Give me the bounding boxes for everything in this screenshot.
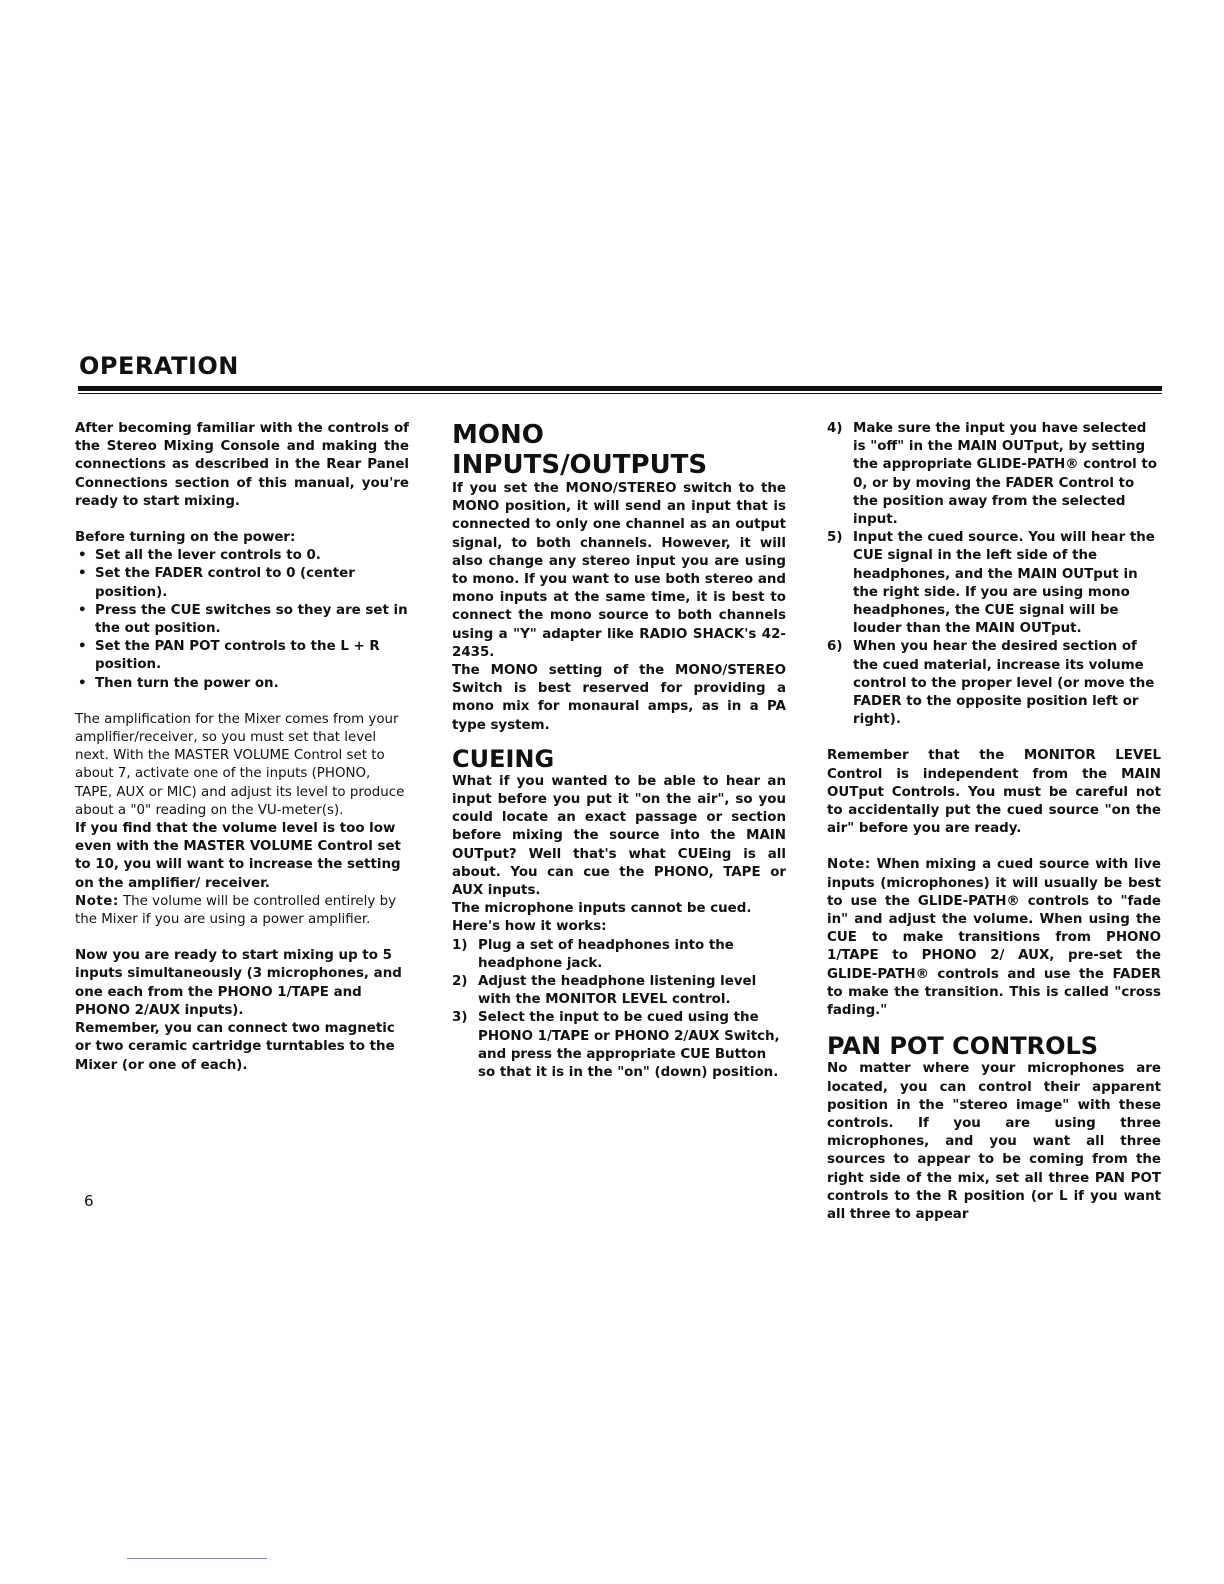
cueing-paragraph-3: Here's how it works: — [452, 919, 607, 935]
intro-paragraph: After becoming familiar with the controls of the Stereo Mixing Console and making the connections as described in the Rear Panel Connections section of this manual, you're ready to start mixing. — [75, 421, 409, 509]
note-label: Note: — [75, 893, 119, 909]
column-right — [827, 420, 1161, 1224]
list-item: • Set all the lever controls to 0. — [75, 547, 409, 565]
volume-paragraph: If you find that the volume level is too low even with the MASTER VOLUME Control set to 10, you will want to increase the setting on the amplifier/ receiver. — [75, 821, 401, 891]
list-item — [827, 638, 1161, 729]
monitor-paragraph: Remember that the MONITOR LEVEL Control is independent from the MAIN OUTput Controls. You must be careful not to accidentally put the cued source "on the air" before you are ready. — [827, 748, 1161, 837]
column-middle — [452, 420, 786, 1082]
amplification-paragraph: The amplification for the Mixer comes from your amplifier/receiver, so you must set that level next. With the MASTER VOLUME Control set to about 7, activate one of the inputs (PHONO, TAPE, AUX or MIC) and adjust its level to produce about a "0" reading on the VU-meter(s). — [75, 711, 405, 818]
note-paragraph — [75, 893, 409, 929]
power-checklist — [75, 547, 409, 693]
step-number: 1) — [452, 937, 468, 953]
step-number: 6) — [827, 639, 843, 655]
title-rule — [78, 386, 1162, 391]
list-item — [827, 420, 1161, 529]
cueing-steps-continued — [827, 420, 1161, 729]
before-power-label: Before turning on the power: — [75, 530, 296, 546]
step-number: 3) — [452, 1010, 468, 1026]
list-item: • Set the PAN POT controls to the L + R position. — [75, 638, 409, 674]
page-title: OPERATION — [79, 352, 239, 380]
list-item — [827, 529, 1161, 638]
step-text: Adjust the headphone listening level with the MONITOR LEVEL control. — [478, 974, 757, 1008]
list-item — [452, 973, 786, 1009]
step-text: Input the cued source. You will hear the CUE signal in the left side of the headphones, and the MAIN OUTput in the right side. If you are using mono headphones, the CUE signal will be louder than the MAIN OUTput. — [853, 530, 1155, 637]
list-item: • Then turn the power on. — [75, 675, 409, 693]
title-rule-thin — [78, 393, 1162, 394]
step-text: When you hear the desired section of the cued material, increase its volume control to the proper level (or move the FADER to the opposite position left or right). — [853, 639, 1155, 728]
note-text: The volume will be controlled entirely by the Mixer if you are using a power amplifier. — [75, 893, 396, 928]
ready-paragraph: Now you are ready to start mixing up to 5 inputs simultaneously (3 microphones, and one each from the PHONO 1/TAPE and PHONO 2/AUX inputs). — [75, 948, 402, 1018]
list-item: • Press the CUE switches so they are set in the out position. — [75, 602, 409, 638]
cueing-paragraph-2: The microphone inputs cannot be cued. — [452, 901, 752, 917]
column-left — [75, 420, 409, 1075]
pan-pot-paragraph: No matter where your microphones are located, you can control their apparent position in the "stereo image" with these controls. If you are using three microphones, and you want all three sources to appear to be coming from the right side of the mix, set all three PAN POT controls to the R position (or L if you want all three to appear — [827, 1061, 1161, 1222]
mono-heading: MONO INPUTS/OUTPUTS — [452, 420, 708, 480]
cueing-heading: CUEING — [452, 744, 555, 773]
mono-paragraph-1: If you set the MONO/STEREO switch to the MONO position, it will send an input that is connected to only one channel as an output signal, to both channels. However, it will also change any stereo input you are using to mono. If you want to use both stereo and mono inputs at the same time, it is best to connect the mono source to both channels using a "Y" adapter like RADIO SHACK's 42-2435. — [452, 481, 786, 660]
step-text: Make sure the input you have selected is "off" in the MAIN OUTput, by setting the appropriate GLIDE-PATH® control to 0, or by moving the FADER Control to the position away from the selected input. — [853, 421, 1158, 528]
step-number: 2) — [452, 974, 468, 990]
note-paragraph — [827, 856, 1161, 1020]
remember-paragraph: Remember, you can connect two magnetic or two ceramic cartridge turntables to the Mixer (or one of each). — [75, 1021, 395, 1073]
list-item — [452, 937, 786, 973]
note-text: When mixing a cued source with live inputs (microphones) it will usually be best to use the GLIDE-PATH® controls to "fade in" and adjust the volume. When using the CUE to make transitions from PHONO 1/TAPE to PHONO 2/ AUX, pre-set the GLIDE-PATH® controls and use the FADER to make the transition. This is called "cross fading." — [827, 857, 1161, 1019]
cueing-steps — [452, 937, 786, 1083]
step-text: Plug a set of headphones into the headphone jack. — [478, 937, 734, 971]
page-number: 6 — [84, 1192, 94, 1210]
pan-pot-heading: PAN POT CONTROLS — [827, 1032, 1099, 1061]
list-item — [452, 1009, 786, 1082]
note-label: Note: — [827, 857, 871, 873]
mono-paragraph-2: The MONO setting of the MONO/STEREO Switch is best reserved for providing a mono mix for monaural amps, as in a PA type system. — [452, 663, 786, 733]
footer-line — [127, 1558, 267, 1559]
cueing-paragraph-1: What if you wanted to be able to hear an input before you put it "on the air", so you could locate an exact passage or section before mixing the source into the MAIN OUTput? Well that's what CUEing is all about. You can cue the PHONO, TAPE or AUX inputs. — [452, 773, 786, 899]
list-item: • Set the FADER control to 0 (center position). — [75, 565, 409, 601]
step-number: 5) — [827, 530, 843, 546]
step-text: Select the input to be cued using the PHONO 1/TAPE or PHONO 2/AUX Switch, and press the appropriate CUE Button so that it is in the "on" (down) position. — [478, 1010, 780, 1081]
step-number: 4) — [827, 421, 843, 436]
